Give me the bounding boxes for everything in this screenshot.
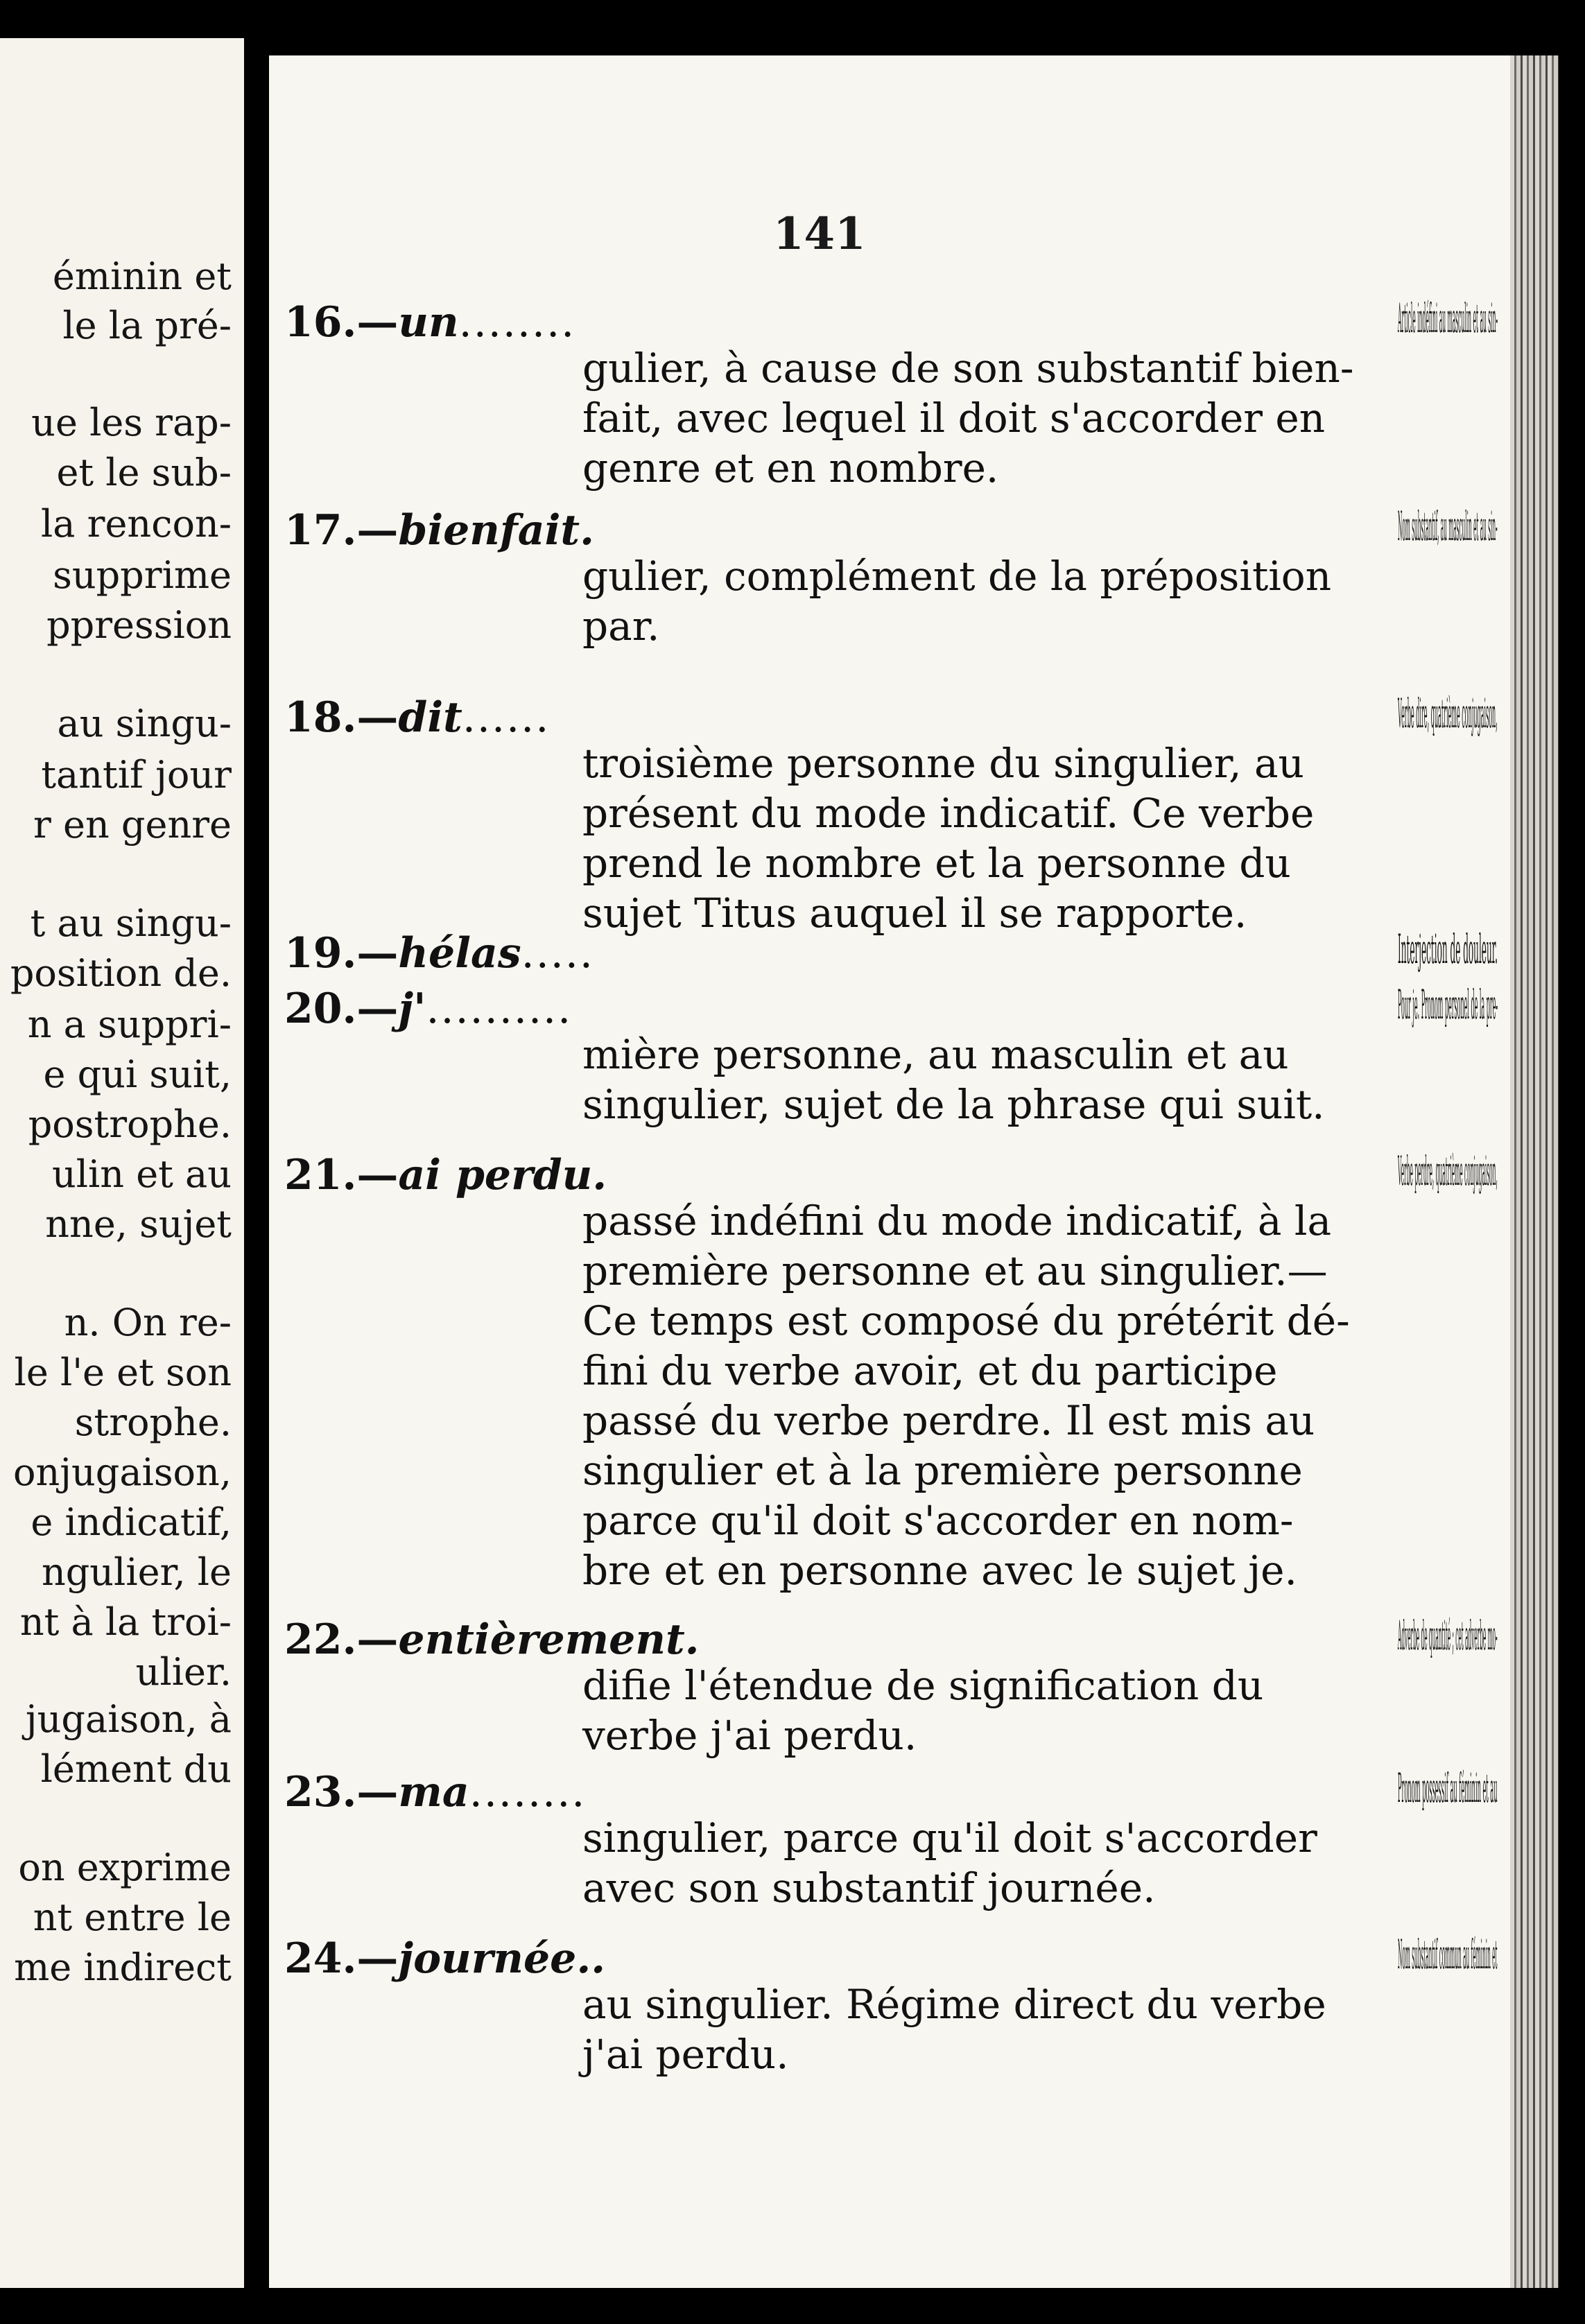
entry-heading bbox=[284, 1934, 1394, 1983]
entry-term: ma bbox=[398, 1768, 469, 1816]
entry-leader-dots: ...... bbox=[462, 693, 551, 742]
left-line: jugaison, à bbox=[25, 1697, 232, 1741]
entry-heading bbox=[284, 1151, 1394, 1199]
entry-number: 23.— bbox=[284, 1768, 399, 1816]
entry-text-line: troisième personne du singulier, au bbox=[582, 740, 1304, 787]
entry-text-line: genre et en nombre. bbox=[582, 444, 999, 492]
left-line: le l'e et son bbox=[14, 1351, 232, 1394]
entry-heading bbox=[284, 1615, 1394, 1664]
entry-leader-dots: .......... bbox=[426, 985, 573, 1033]
entry-leader-dots: ..... bbox=[521, 929, 595, 978]
entry-text-line: présent du mode indicatif. Ce verbe bbox=[582, 790, 1315, 837]
left-line: e qui suit, bbox=[43, 1052, 232, 1096]
entry-text-line: j'ai perdu. bbox=[582, 2031, 789, 2078]
entry-text-line: avec son substantif journée. bbox=[582, 1864, 1156, 1911]
entry-text-line: Interjection de douleur. bbox=[1398, 926, 1498, 973]
entry-text-line: Verbe dire, quatrième conjugaison, bbox=[1398, 690, 1498, 737]
entry-term: journée.. bbox=[398, 1934, 606, 1983]
entry-heading bbox=[284, 985, 1394, 1033]
entry-term: un bbox=[398, 298, 459, 347]
page-number: 141 bbox=[773, 208, 866, 260]
entry-heading bbox=[284, 693, 1394, 742]
entry-text-line: parce qu'il doit s'accorder en nom- bbox=[582, 1497, 1294, 1544]
left-line: ppression bbox=[46, 603, 232, 647]
entry-heading bbox=[284, 298, 1394, 347]
entry-text-line: verbe j'ai perdu. bbox=[582, 1712, 917, 1759]
entry-term: j' bbox=[398, 985, 426, 1033]
entry-term: ai perdu. bbox=[398, 1151, 607, 1199]
entry-text-line: fini du verbe avoir, et du participe bbox=[582, 1347, 1278, 1394]
entry-text-line: mière personne, au masculin et au bbox=[582, 1031, 1289, 1078]
entry-text-line: bre et en personne avec le sujet je. bbox=[582, 1547, 1297, 1594]
left-line: nne, sujet bbox=[45, 1202, 232, 1246]
left-line: le la pré- bbox=[62, 304, 232, 347]
left-line: la rencon- bbox=[41, 502, 232, 546]
entry-heading bbox=[284, 506, 1394, 555]
left-line: nt à la troi- bbox=[19, 1600, 232, 1644]
entry-number: 18.— bbox=[284, 693, 399, 742]
left-page-fragment bbox=[0, 38, 244, 2288]
left-line: position de. bbox=[10, 951, 232, 995]
entry-text-line: Adverbe de quantité ; cet adverbe mo- bbox=[1398, 1612, 1498, 1659]
entry-text-line: Verbe perdre, quatrième conjugaison, bbox=[1398, 1147, 1498, 1195]
entry-text-line: Ce temps est composé du prétérit dé- bbox=[582, 1297, 1350, 1344]
left-line: n. On re- bbox=[64, 1301, 232, 1344]
left-line: ulin et au bbox=[51, 1152, 232, 1196]
entry-term: bienfait. bbox=[398, 506, 595, 555]
entry-text-line: Nom substantif, au masculin et au sin- bbox=[1398, 503, 1498, 550]
entry-text-line: difie l'étendue de signification du bbox=[582, 1662, 1264, 1709]
entry-number: 22.— bbox=[284, 1615, 399, 1664]
entry-term: hélas bbox=[398, 929, 521, 978]
entry-text-line: prend le nombre et la personne du bbox=[582, 840, 1291, 887]
entry-text-line: au singulier. Régime direct du verbe bbox=[582, 1981, 1326, 2028]
entry-number: 24.— bbox=[284, 1934, 399, 1983]
left-line: éminin et bbox=[52, 254, 232, 298]
left-line: ue les rap- bbox=[31, 401, 232, 444]
left-line: ngulier, le bbox=[41, 1550, 232, 1594]
entry-number: 21.— bbox=[284, 1151, 399, 1199]
entry-text-line: singulier et à la première personne bbox=[582, 1447, 1303, 1494]
entry-text-line: passé indéfini du mode indicatif, à la bbox=[582, 1197, 1332, 1245]
entry-number: 19.— bbox=[284, 929, 399, 978]
entry-text-line: singulier, parce qu'il doit s'accorder bbox=[582, 1814, 1317, 1862]
left-line: et le sub- bbox=[56, 451, 232, 494]
page-edge bbox=[1510, 55, 1559, 2288]
left-line: r en genre bbox=[33, 803, 232, 847]
left-line: on exprime bbox=[18, 1846, 232, 1889]
left-line: lément du bbox=[40, 1747, 232, 1791]
left-line: ulier. bbox=[135, 1650, 232, 1694]
entry-leader-dots: ........ bbox=[469, 1768, 587, 1816]
left-line: nt entre le bbox=[33, 1896, 232, 1939]
entry-text-line: gulier, à cause de son substantif bien- bbox=[582, 345, 1354, 392]
left-line: t au singu- bbox=[30, 901, 232, 945]
entry-text-line: gulier, complément de la préposition bbox=[582, 553, 1332, 600]
left-line: tantif jour bbox=[41, 753, 232, 797]
entry-text-line: Pronom possessif au féminin et au bbox=[1398, 1764, 1498, 1812]
entry-leader-dots: ........ bbox=[458, 298, 576, 347]
entry-text-line: par. bbox=[582, 602, 660, 650]
entry-text-line: passé du verbe perdre. Il est mis au bbox=[582, 1397, 1315, 1444]
left-line: e indicatif, bbox=[31, 1500, 232, 1544]
left-line: me indirect bbox=[14, 1945, 232, 1989]
entry-heading bbox=[284, 1768, 1394, 1816]
left-line: supprime bbox=[53, 553, 232, 597]
entry-text-line: Nom substantif commun au féminin et bbox=[1398, 1931, 1498, 1978]
left-line: n a suppri- bbox=[27, 1003, 232, 1046]
entry-number: 17.— bbox=[284, 506, 399, 555]
entry-text-line: fait, avec lequel il doit s'accorder en bbox=[582, 394, 1326, 442]
entry-text-line: Pour je. Pronom personel de la pre- bbox=[1398, 981, 1498, 1028]
entry-term: entièrement. bbox=[398, 1615, 700, 1664]
left-line: au singu- bbox=[57, 702, 232, 745]
entry-text-line: Article indéfini au masculin et au sin- bbox=[1398, 295, 1498, 342]
left-line: onjugaison, bbox=[12, 1450, 232, 1494]
entry-term: dit bbox=[398, 693, 462, 742]
left-line: postrophe. bbox=[28, 1102, 232, 1146]
entry-text-line: première personne et au singulier.— bbox=[582, 1247, 1328, 1294]
left-line: strophe. bbox=[74, 1401, 232, 1444]
entry-text-line: sujet Titus auquel il se rapporte. bbox=[582, 890, 1247, 937]
entry-text-line: singulier, sujet de la phrase qui suit. bbox=[582, 1081, 1325, 1128]
entry-number: 16.— bbox=[284, 298, 399, 347]
entry-number: 20.— bbox=[284, 985, 399, 1033]
